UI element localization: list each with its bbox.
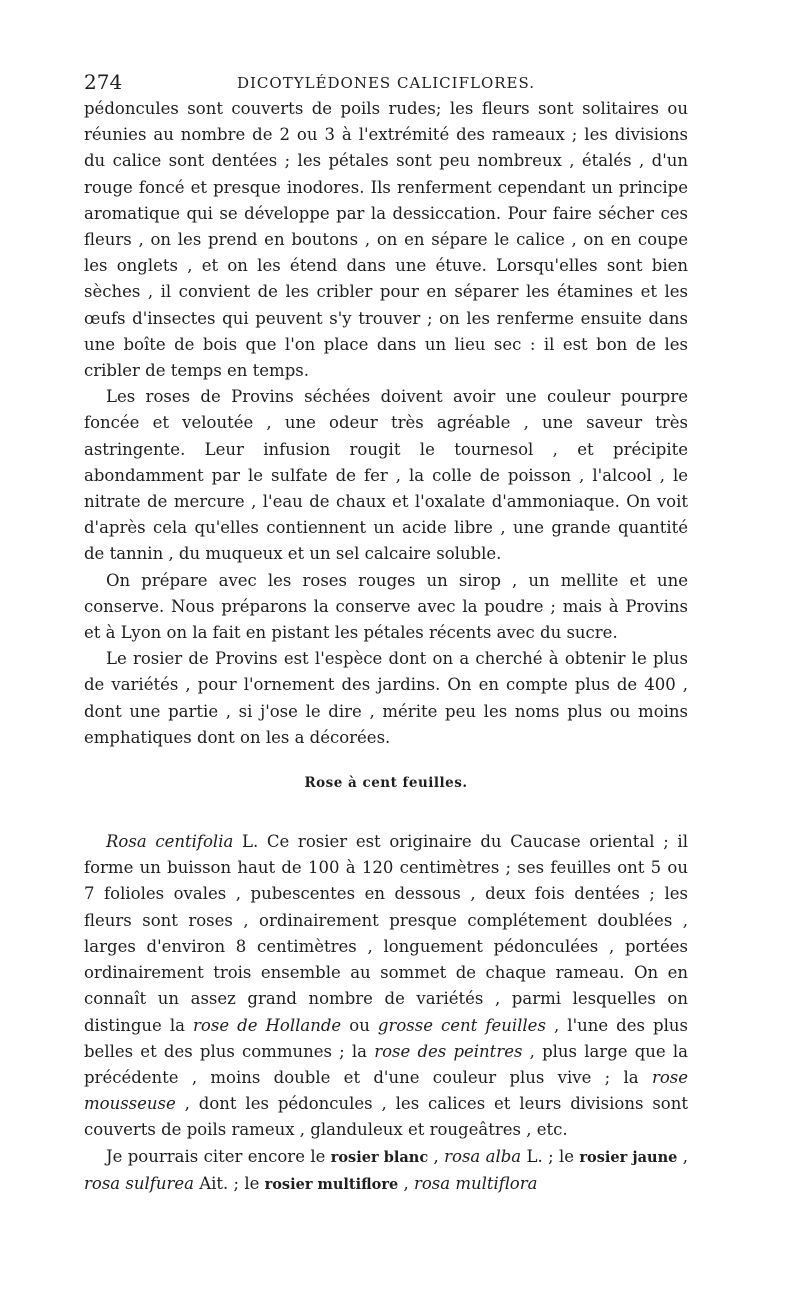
text-run: , dont les pédoncules , les calices et leurs divisions sont couverts de poils rameux , glanduleux et rougeâtres , etc. <box>84 1094 688 1140</box>
text-run: L. ; le <box>521 1146 580 1166</box>
paragraph-rosa-centifolia <box>84 829 688 1143</box>
variety-name: rose mousseuse <box>84 1067 688 1114</box>
text-run: L. Ce rosier est originaire du Caucase oriental ; il forme un buisson haut de 100 à 120 centimètres ; ses feuilles ont 5 ou 7 folioles ovales , pubescentes en dessous , deux fois dentées ; les fleurs sont roses , ordinairement presque complétement doublées , larges d'environ 8 centimètres , longuement pédonculées , portées ordinairement trois ensemble au sommet de chaque rameau. On en connaît un assez grand nombre de variétés , parmi lesquelles on distingue la <box>84 832 688 1035</box>
section-heading: Rose à cent feuilles. <box>304 775 468 792</box>
latin-name: Rosa centifolia <box>106 832 234 852</box>
paragraph-other-roses <box>84 1144 688 1198</box>
paragraph-dried-roses: Les roses de Provins séchées doivent avoir une couleur pourpre foncée et veloutée , une odeur très agréable , une saveur très astringente. Leur infusion rougit le tournesol , et précipite abondamment par le sulfate de fer , la colle de poisson , l'alcool , le nitrate de mercure , l'eau de chaux et l'oxalate d'ammoniaque. On voit d'après cela qu'elles contiennent un acide libre , une grande quantité de tannin , du muqueux et un sel calcaire soluble. <box>84 387 688 564</box>
paragraph-varieties: Le rosier de Provins est l'espèce dont on a cherché à obtenir le plus de variétés , pour l'ornement des jardins. On en compte plus de 400 , dont une partie , si j'ose le dire , mérite peu les noms plus ou moins emphatiques dont on les a décorées. <box>84 649 688 747</box>
variety-name: rose des peintres <box>374 1041 523 1061</box>
text-run: ou <box>341 1015 378 1035</box>
text-run: , <box>428 1146 445 1166</box>
common-name: rosier jaune <box>579 1148 678 1166</box>
latin-name: rosa sulfurea <box>84 1173 194 1193</box>
latin-name: rosa multiflora <box>413 1173 538 1193</box>
variety-name: grosse cent feuilles <box>377 1015 546 1035</box>
common-name: rosier blanc <box>330 1148 429 1166</box>
text-run: Ait. ; le <box>193 1173 265 1193</box>
common-name: rosier multiflore <box>264 1175 399 1193</box>
text-run: , <box>398 1173 414 1193</box>
paragraph-preparations: On prépare avec les roses rouges un sirop , un mellite et une conserve. Nous préparons la conserve avec la poudre ; mais à Provins et à Lyon on la fait en pistant les pétales récents avec du sucre. <box>84 570 688 643</box>
text-run: , <box>677 1146 688 1166</box>
variety-name: rose de Hollande <box>193 1015 342 1035</box>
latin-name: rosa alba <box>444 1146 522 1166</box>
book-page <box>84 64 688 1198</box>
paragraph-continuation: pédoncules sont couverts de poils rudes; les fleurs sont solitaires ou réunies au nombre de 2 ou 3 à l'extrémité des rameaux ; les divisions du calice sont dentées ; les pétales sont peu nombreux , étalés , d'un rouge foncé et presque inodores. Ils renferment cependant un principe aromatique qui se développe par la dessiccation. Pour faire sécher ces fleurs , on les prend en boutons , on en sépare le calice , on en coupe les onglets , et on les étend dans une étuve. Lorsqu'elles sont bien sèches , il convient de les cribler pour en séparer les étamines et les œufs d'insectes qui peuvent s'y trouver ; on les renferme ensuite dans une boîte de bois que l'on place dans un lieu sec : il est bon de les cribler de temps en temps. <box>84 99 688 381</box>
text-run: , plus large que la précédente , moins double et d'une couleur plus vive ; la <box>84 1041 688 1087</box>
text-run: Je pourrais citer encore le <box>106 1146 331 1166</box>
running-head <box>84 64 688 96</box>
running-title: DICOTYLÉDONES CALICIFLORES. <box>236 74 535 92</box>
page-number: 274 <box>84 70 123 94</box>
text-run: , l'une des plus belles et des plus communes ; la <box>84 1015 688 1061</box>
